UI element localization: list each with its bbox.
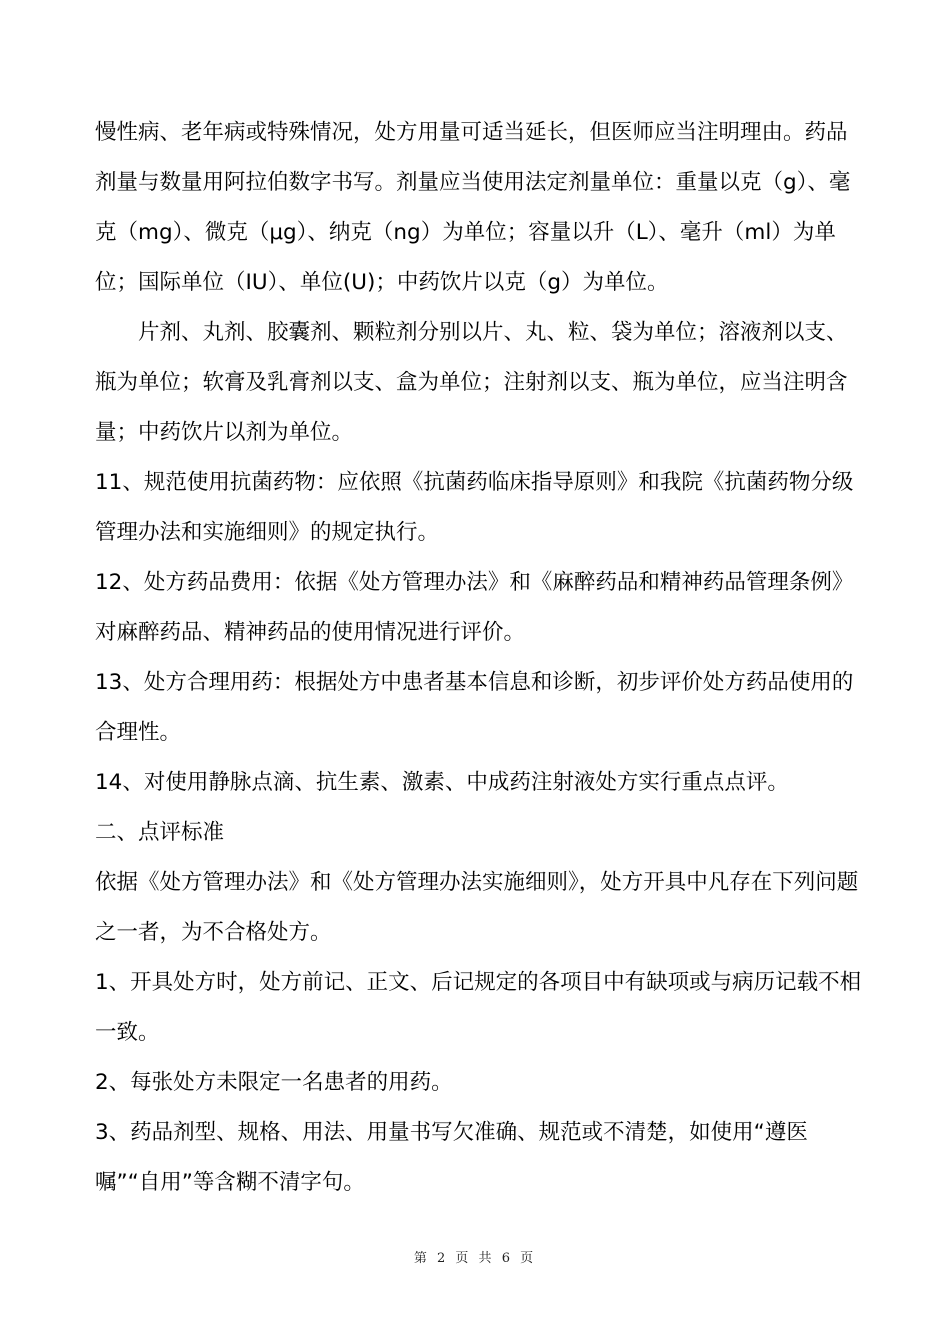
paragraph-dosage-forms: 片剂、丸剂、胶囊剂、颗粒剂分别以片、丸、粒、袋为单位；溶液剂以支、瓶为单位；软膏及乳膏剂以支、盒为单位；注射剂以支、瓶为单位，应当注明含量；中药饮片以剂为单位。 (95, 320, 848, 445)
document-body (95, 108, 867, 1208)
paragraph-standard-1: 1、开具处方时，处方前记、正文、后记规定的各项目中有缺项或与病历记载不相一致。 (95, 970, 862, 1045)
page-number-footer: 第 2 页 共 6 页 (413, 1251, 537, 1266)
paragraph-standard-3: 3、药品剂型、规格、用法、用量书写欠准确、规范或不清楚，如使用“遵医嘱”“自用”等含糊不清字句。 (95, 1120, 808, 1195)
paragraph-item-12: 12、处方药品费用：依据《处方管理办法》和《麻醉药品和精神药品管理条例》对麻醉药品、精神药品的使用情况进行评价。 (95, 570, 854, 645)
paragraph-dosage-units: 慢性病、老年病或特殊情况，处方用量可适当延长，但医师应当注明理由。药品剂量与数量用阿拉伯数字书写。剂量应当使用法定剂量单位：重量以克（g）、毫克（mg）、微克（μg）、纳克（ng）为单位；容量以升（L）、毫升（ml）为单位；国际单位（IU）、单位(U)；中药饮片以克（g）为单位。 (95, 120, 851, 295)
section-heading-review-standards: 二、点评标准 (95, 820, 225, 845)
paragraph-standard-2: 2、每张处方未限定一名患者的用药。 (95, 1070, 453, 1095)
paragraph-item-14: 14、对使用静脉点滴、抗生素、激素、中成药注射液处方实行重点点评。 (95, 770, 789, 795)
paragraph-basis: 依据《处方管理办法》和《处方管理办法实施细则》，处方开具中凡存在下列问题之一者，为不合格处方。 (95, 870, 859, 945)
paragraph-item-13: 13、处方合理用药：根据处方中患者基本信息和诊断，初步评价处方药品使用的合理性。 (95, 670, 854, 745)
paragraph-item-11: 11、规范使用抗菌药物：应依照《抗菌药临床指导原则》和我院《抗菌药物分级管理办法和实施细则》的规定执行。 (95, 470, 854, 545)
